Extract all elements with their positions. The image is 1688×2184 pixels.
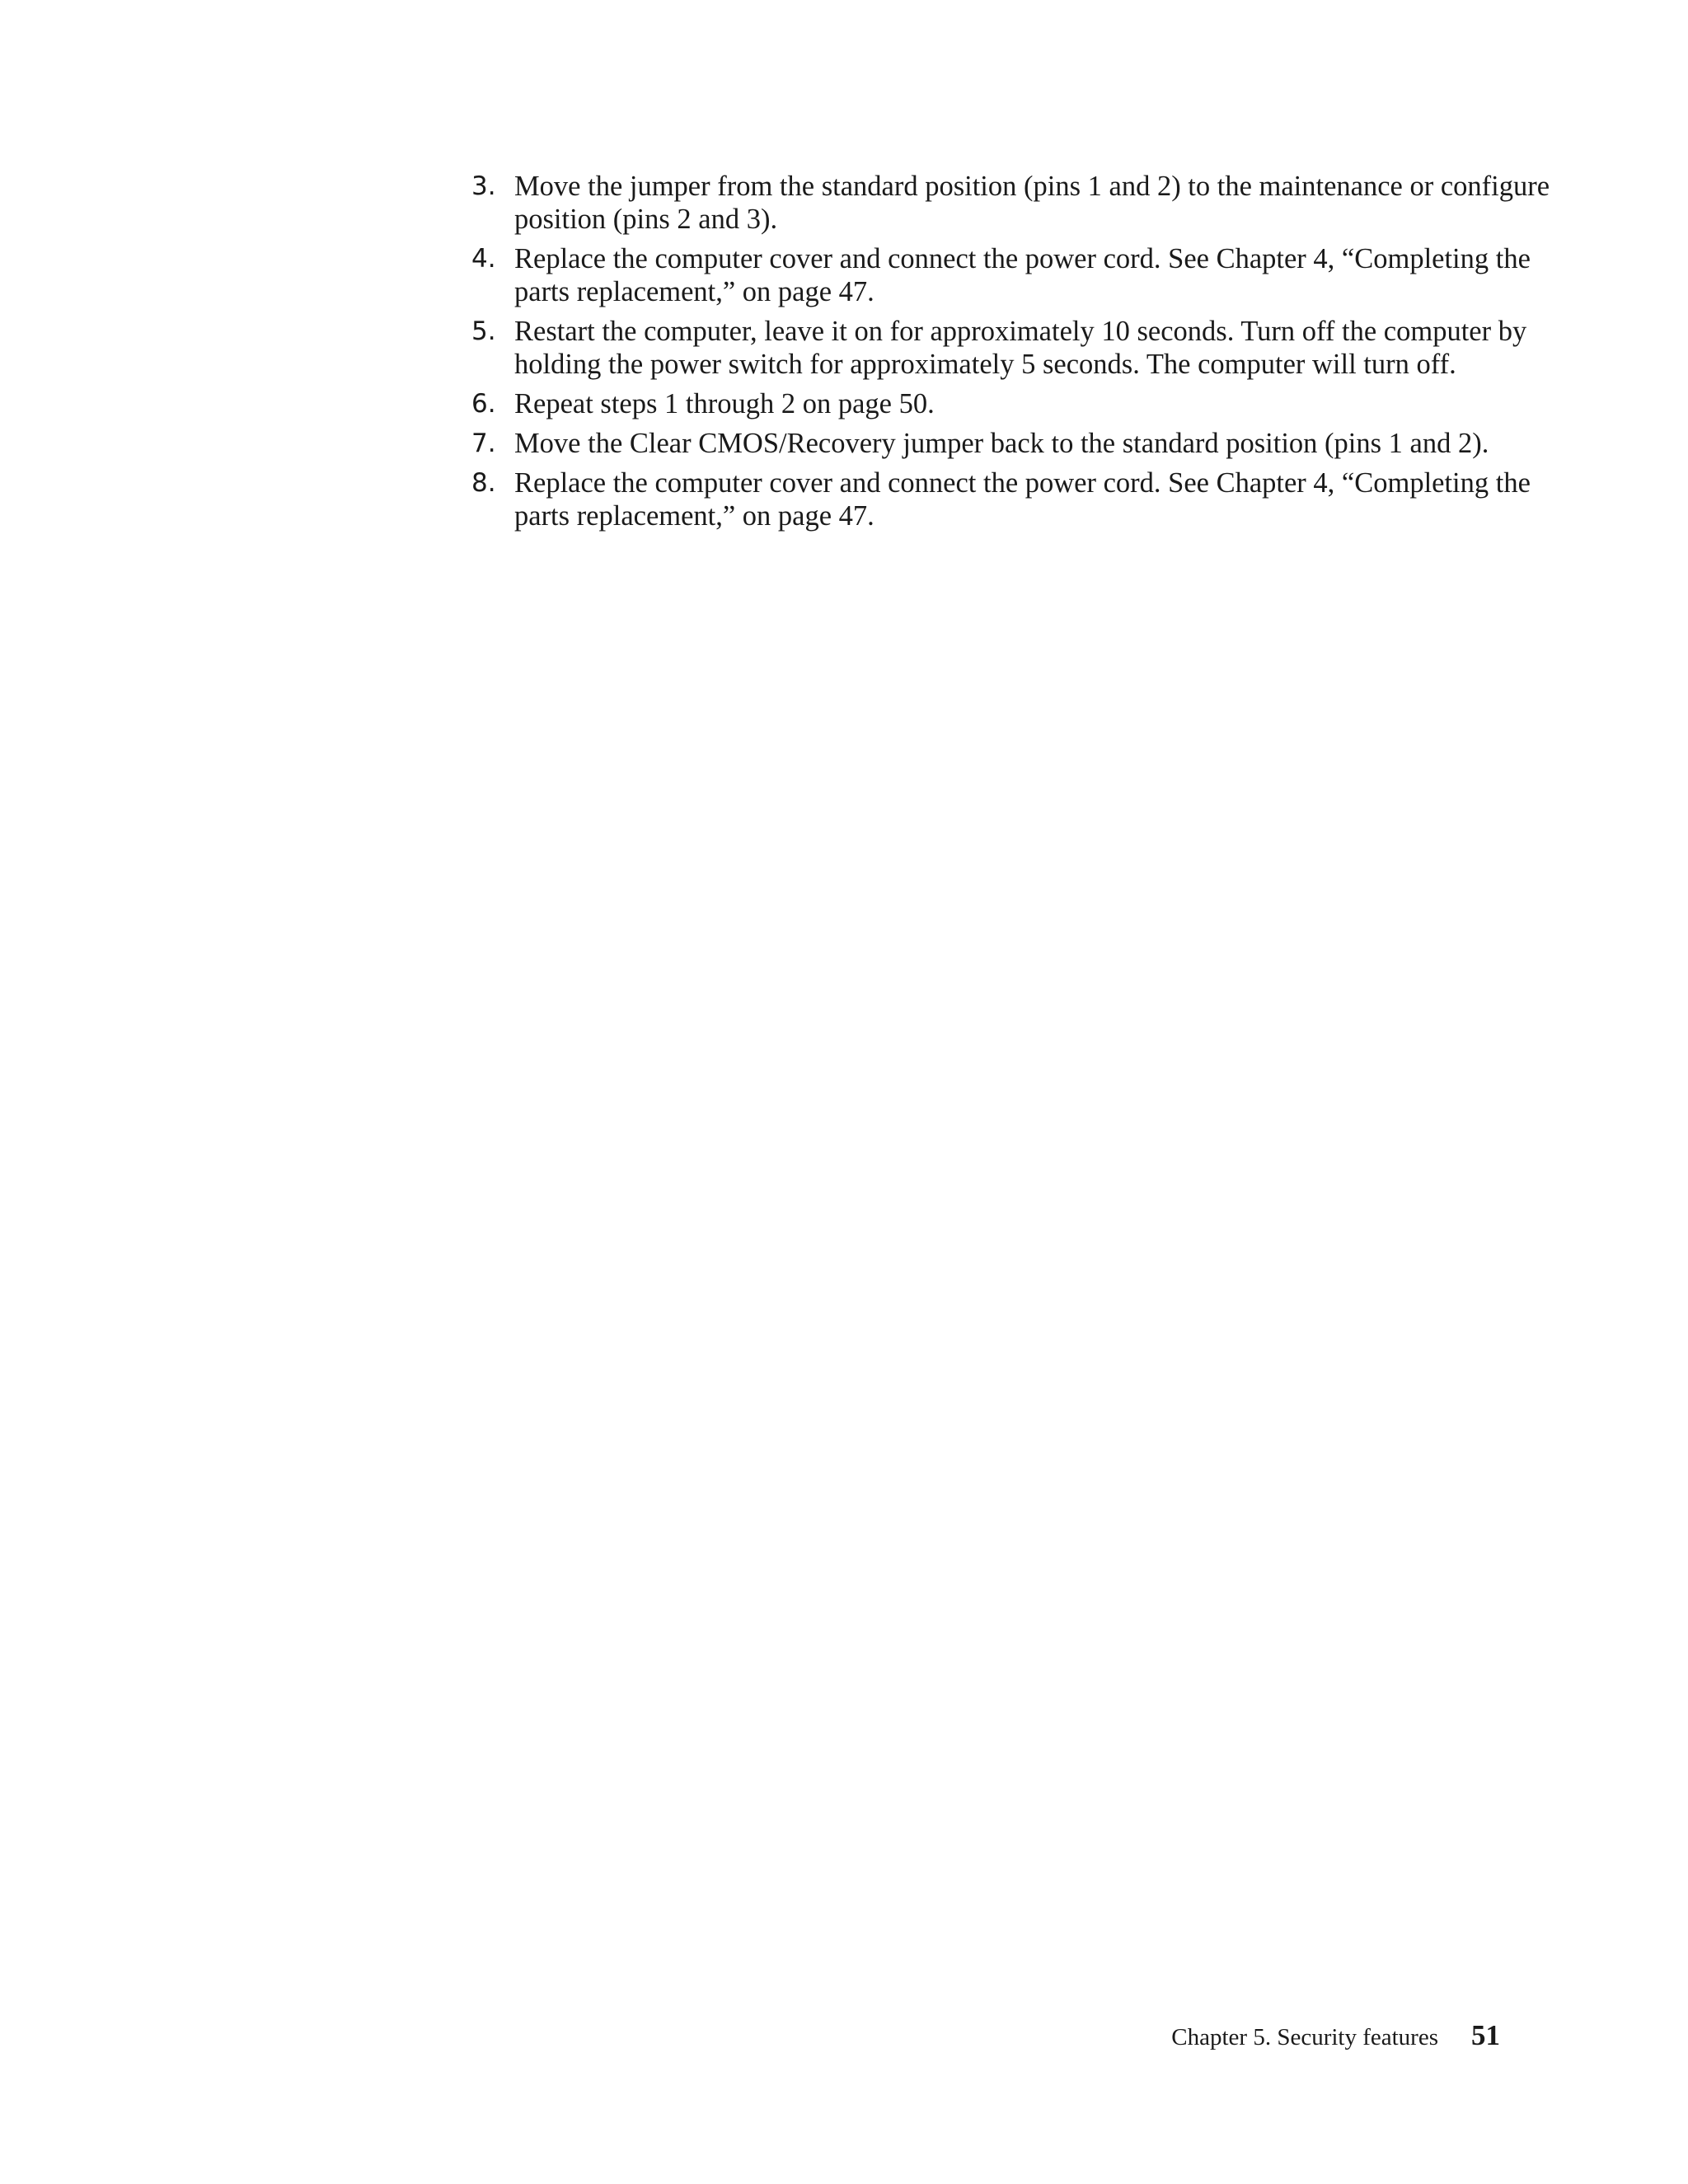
step-number: 3. <box>471 171 496 201</box>
step-number: 6. <box>471 389 496 419</box>
procedure-steps-list <box>471 170 1584 539</box>
step-item <box>471 170 1584 236</box>
step-text: Move the jumper from the standard position (pins 1 and 2) to the maintenance or configure position (pins 2 and 3). <box>514 171 1550 235</box>
step-number: 8. <box>471 468 496 498</box>
step-item <box>471 315 1584 381</box>
step-item <box>471 427 1584 460</box>
page-footer <box>1171 2019 1500 2052</box>
step-text: Move the Clear CMOS/Recovery jumper back to the standard position (pins 1 and 2). <box>514 428 1489 459</box>
step-text: Restart the computer, leave it on for approximately 10 seconds. Turn off the computer by holding the power switch for approximately 5 seconds. The computer will turn off. <box>514 316 1527 380</box>
step-number: 4. <box>471 244 496 274</box>
step-text: Repeat steps 1 through 2 on page 50. <box>514 388 935 419</box>
step-text: Replace the computer cover and connect the power cord. See Chapter 4, “Completing the parts replacement,” on page 47. <box>514 467 1531 532</box>
step-text: Replace the computer cover and connect the power cord. See Chapter 4, “Completing the parts replacement,” on page 47. <box>514 243 1531 307</box>
step-number: 7. <box>471 429 496 458</box>
step-item <box>471 387 1584 420</box>
step-item <box>471 242 1584 308</box>
page-number: 51 <box>1471 2019 1500 2051</box>
step-item <box>471 466 1584 532</box>
footer-chapter-title: Chapter 5. Security features <box>1171 2024 1438 2050</box>
step-number: 5. <box>471 316 496 346</box>
